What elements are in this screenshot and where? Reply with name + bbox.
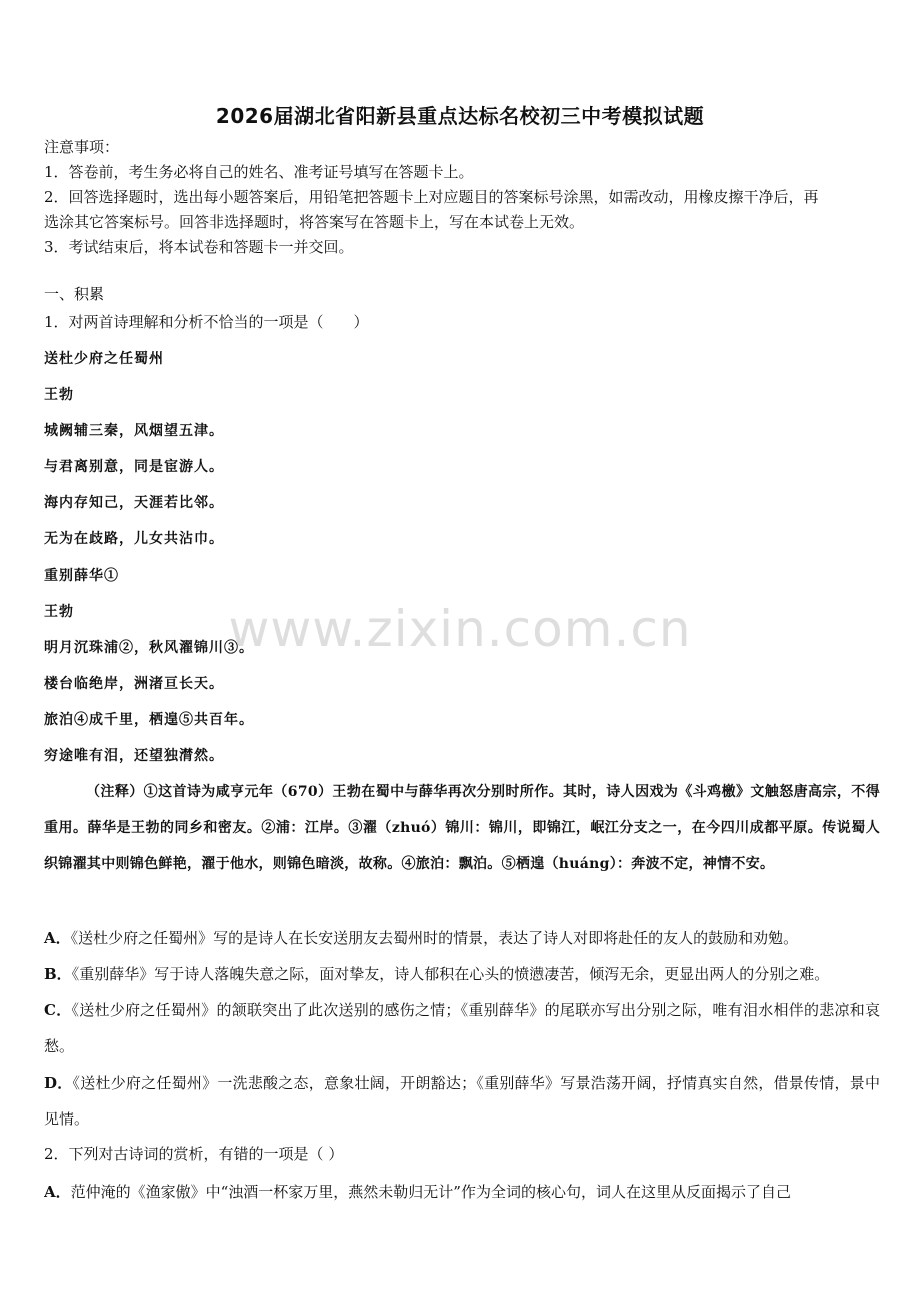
option-label: B． — [44, 965, 72, 983]
question-1-stem: 1．对两首诗理解和分析不恰当的一项是（ ） — [44, 313, 369, 331]
question-1-option-b — [44, 956, 880, 992]
option-text: 《送杜少府之任蜀州》一洗悲酸之态，意象壮阔，开朗豁达；《重别薛华》写景浩荡开阔，抒情真实自然，借景传情，景中见情。 — [44, 1074, 880, 1128]
notice-heading: 注意事项： — [44, 138, 120, 156]
poem-1-line: 城阙辅三秦，风烟望五津。 — [44, 423, 224, 439]
notice-item-2a: 2．回答选择题时，选出每小题答案后，用铅笔把答题卡上对应题目的答案标号涂黑，如需改动，用橡皮擦干净后，再 — [44, 188, 819, 206]
question-2-option-a — [44, 1174, 880, 1210]
notice-item-1: 1．答卷前，考生务必将自己的姓名、准考证号填写在答题卡上。 — [44, 163, 474, 181]
notice-item-2b: 选涂其它答案标号。回答非选择题时，将答案写在答题卡上，写在本试卷上无效。 — [44, 213, 585, 231]
question-1-option-a — [44, 920, 880, 956]
option-text: 《重别薛华》写于诗人落魄失意之际，面对挚友，诗人郁积在心头的愤懑凄苦，倾泻无余，更显出两人的分别之难。 — [71, 965, 830, 983]
question-1-option-d — [44, 1065, 880, 1137]
option-text: 《送杜少府之任蜀州》的颔联突出了此次送别的感伤之情；《重别薛华》的尾联亦写出分别之际，唯有泪水相伴的悲凉和哀愁。 — [44, 1001, 880, 1055]
question-2-stem: 2．下列对古诗词的赏析，有错的一项是（ ） — [44, 1145, 344, 1163]
option-label: A． — [44, 1183, 71, 1201]
option-label: D． — [44, 1074, 73, 1092]
option-label: A． — [44, 929, 71, 947]
poem-2-line: 穷途唯有泪，还望独潸然。 — [44, 748, 224, 764]
section-heading: 一、积累 — [44, 285, 105, 303]
poem-2-author: 王勃 — [44, 604, 74, 620]
option-text: 范仲淹的《渔家傲》中“浊酒一杯家万里，燕然未勒归无计”作为全词的核心句，词人在这里从反面揭示了自己 — [70, 1183, 791, 1201]
option-text: 《送杜少府之任蜀州》写的是诗人在长安送朋友去蜀州时的情景，表达了诗人对即将赴任的友人的鼓励和劝勉。 — [70, 929, 799, 947]
poem-1-line: 无为在歧路，儿女共沾巾。 — [44, 531, 224, 547]
poem-1-title: 送杜少府之任蜀州 — [44, 351, 164, 367]
notice-item-3: 3．考试结束后，将本试卷和答题卡一并交回。 — [44, 238, 354, 256]
annotation-paragraph: （注释）①这首诗为咸亨元年（670）王勃在蜀中与薛华再次分别时所作。其时，诗人因戏为《斗鸡檄》文触怒唐高宗，不得重用。薛华是王勃的同乡和密友。②浦：江岸。③濯（zhuó）锦川：锦川，即锦江，岷江分支之一，在今四川成都平原。传说蜀人织锦濯其中则锦色鲜艳，濯于他水，则锦色暗淡，故称。④旅泊：飘泊。⑤栖遑（huáng）：奔波不定，神情不安。 — [44, 784, 880, 872]
question-1-option-c — [44, 992, 880, 1064]
watermark: www.zixin.com.cn — [228, 600, 692, 658]
poem-2-line: 旅泊④成千里，栖遑⑤共百年。 — [44, 712, 254, 728]
poem-1-line: 与君离别意，同是宦游人。 — [44, 459, 224, 475]
poem-2-line: 楼台临绝岸，洲渚亘长天。 — [44, 676, 224, 692]
poem-1-line: 海内存知己，天涯若比邻。 — [44, 495, 224, 511]
poem-2-line: 明月沉珠浦②，秋风濯锦川③。 — [44, 640, 254, 656]
option-label: C． — [44, 1001, 72, 1019]
page-title: 2026届湖北省阳新县重点达标名校初三中考模拟试题 — [215, 104, 705, 128]
poem-2-title: 重别薛华① — [44, 568, 119, 584]
poem-1-author: 王勃 — [44, 387, 74, 403]
